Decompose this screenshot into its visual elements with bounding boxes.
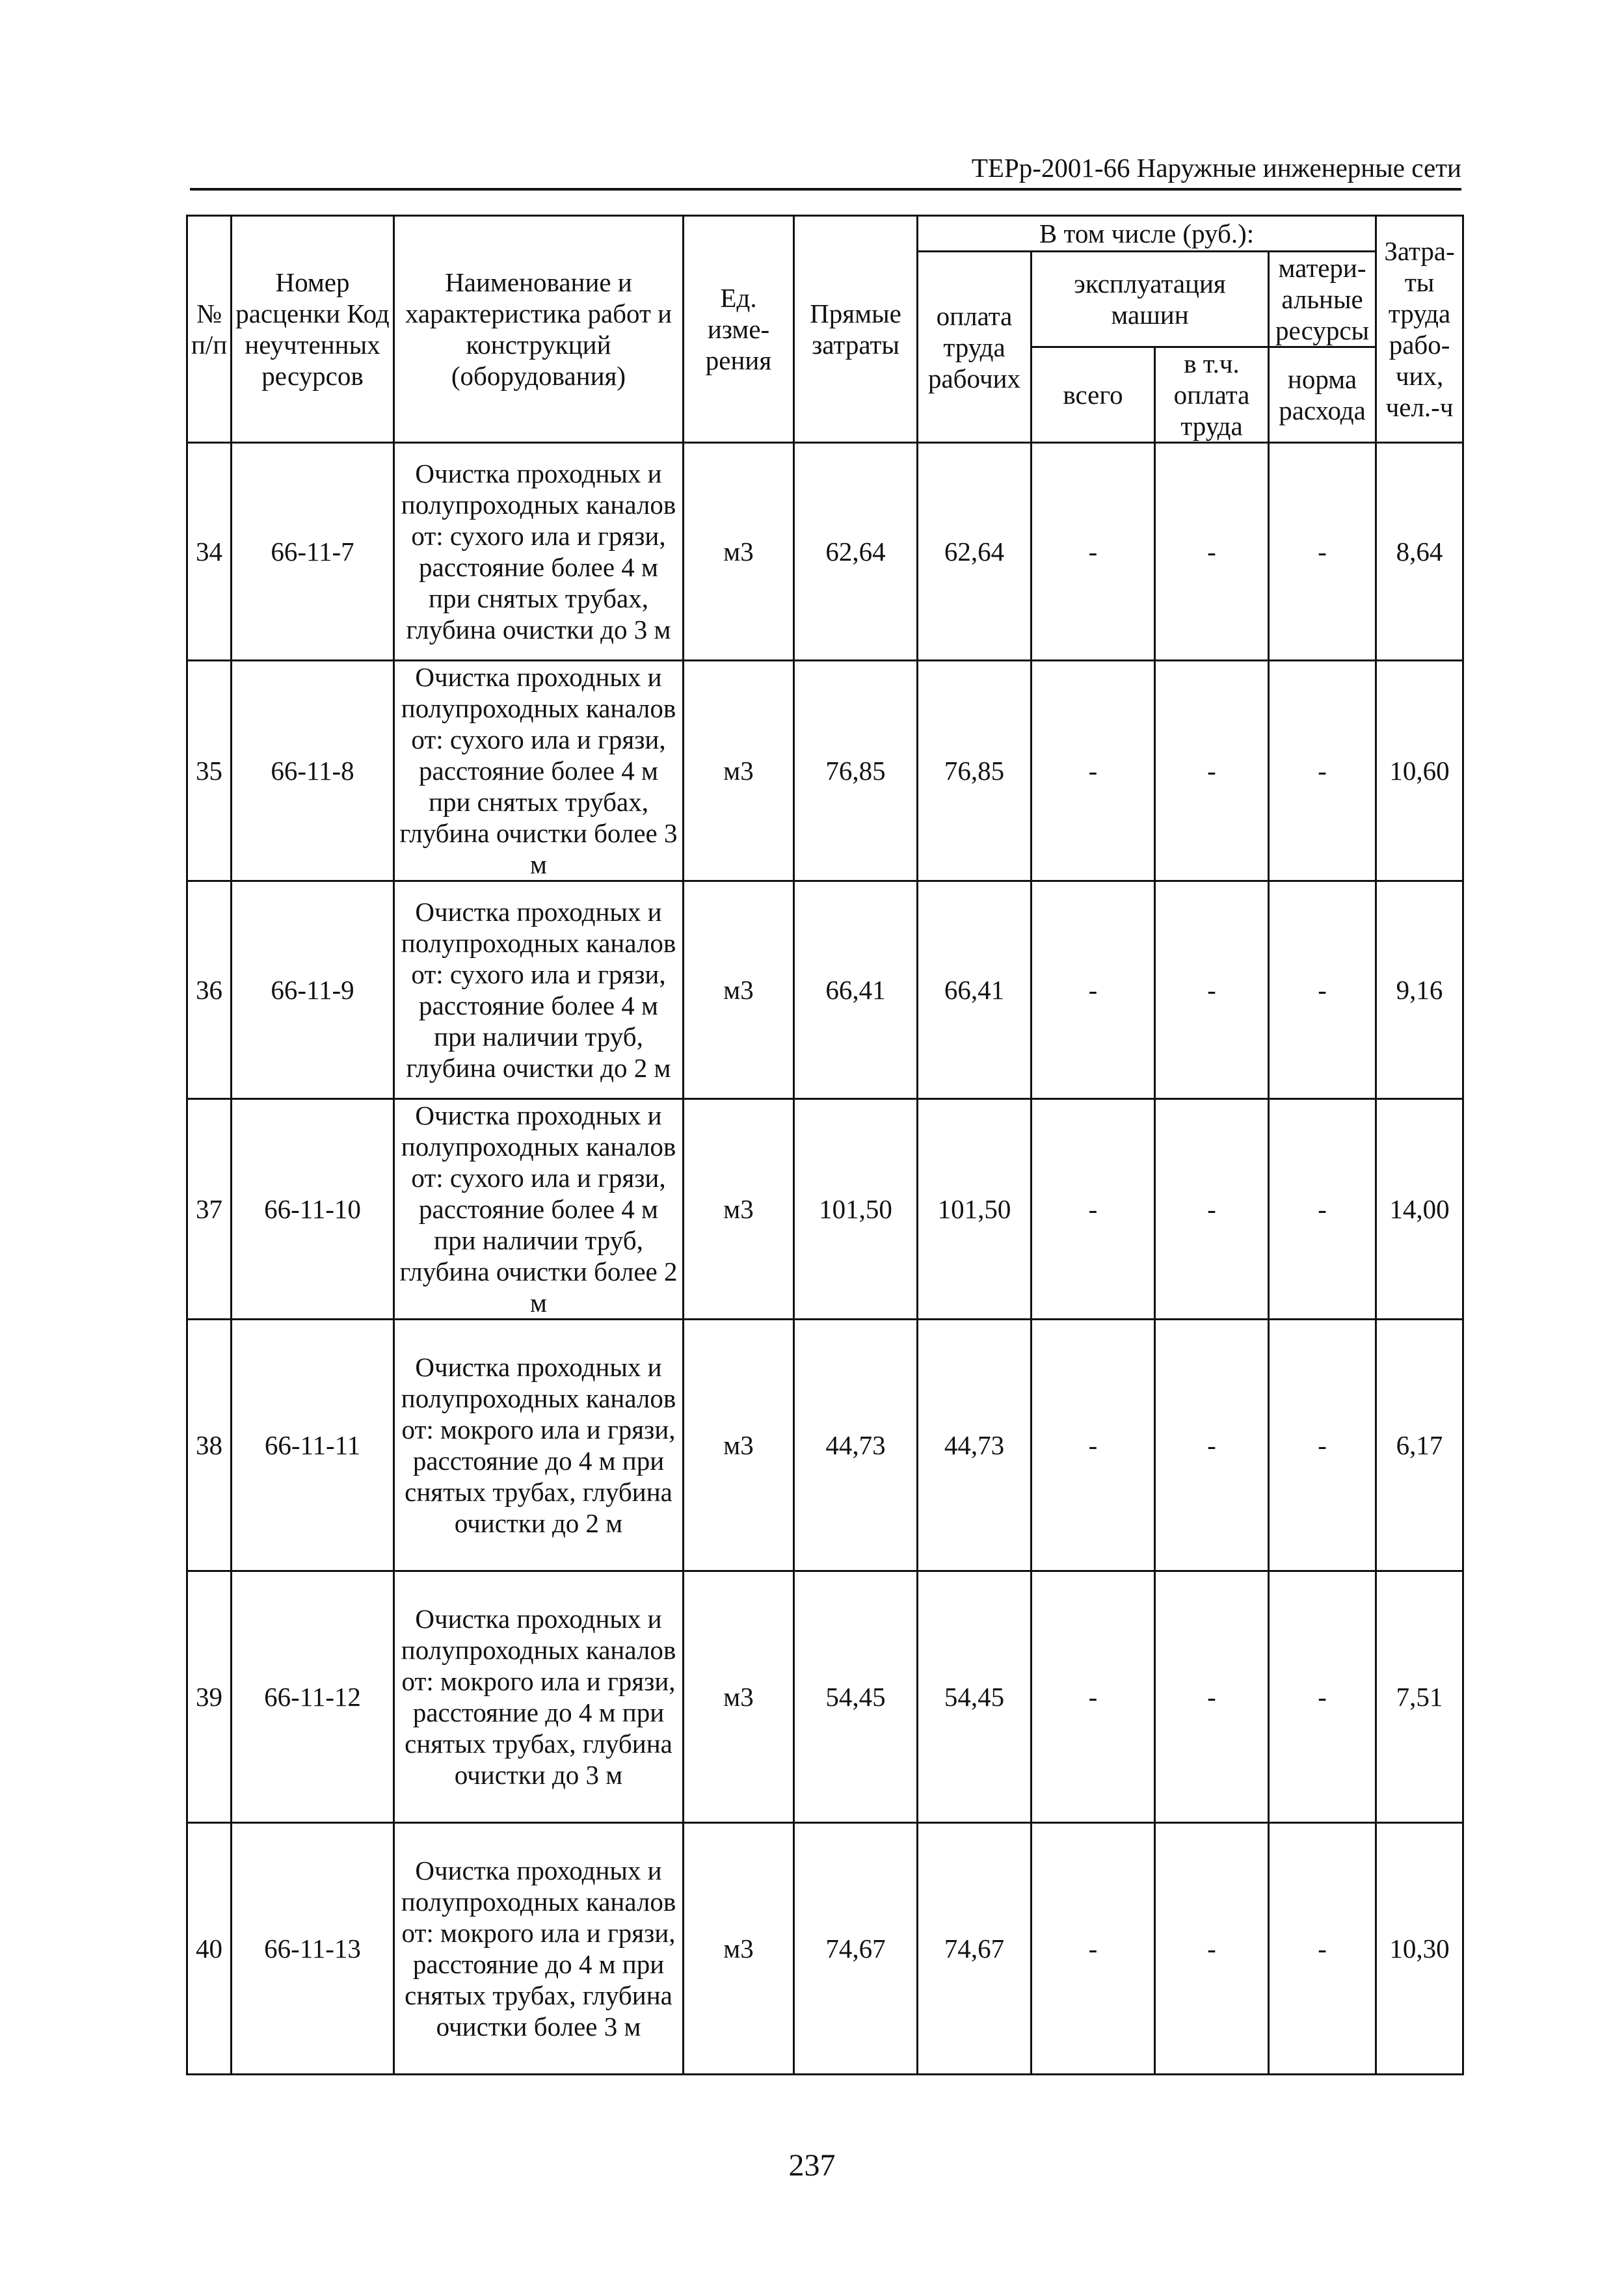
cell-wages: 76,85 — [918, 661, 1032, 881]
cell-unit: м3 — [684, 661, 794, 881]
col-header-machines-wages: в т.ч. оплата труда — [1155, 347, 1269, 443]
cell-machines-wages: - — [1155, 661, 1269, 881]
document-header-title: ТЕРр-2001-66 Наружные инженерные сети — [971, 153, 1461, 183]
cell-materials: - — [1269, 1571, 1376, 1823]
cell-materials: - — [1269, 1320, 1376, 1571]
cell-num: 40 — [187, 1823, 232, 2075]
cell-name: Очистка проходных и полупроходных каналов от: мокрого ила и грязи, расстояние до 4 м при снятых трубах, глубина очистки более 3 м — [394, 1823, 684, 2075]
cell-labor: 7,51 — [1376, 1571, 1463, 1823]
col-header-including: В том числе (руб.): — [918, 216, 1376, 252]
cell-machines-wages: - — [1155, 1571, 1269, 1823]
cell-unit: м3 — [684, 443, 794, 661]
cell-direct: 66,41 — [794, 881, 918, 1099]
cell-name: Очистка проходных и полупроходных каналов от: сухого ила и грязи, расстояние более 4 м при наличии труб, глубина очистки до 2 м — [394, 881, 684, 1099]
cell-wages: 74,67 — [918, 1823, 1032, 2075]
cell-machines-wages: - — [1155, 881, 1269, 1099]
col-header-machines-total: всего — [1032, 347, 1155, 443]
cell-labor: 8,64 — [1376, 443, 1463, 661]
cell-materials: - — [1269, 1823, 1376, 2075]
cell-code: 66-11-8 — [232, 661, 394, 881]
cell-materials: - — [1269, 1099, 1376, 1320]
col-header-materials-norm: норма расхода — [1269, 347, 1376, 443]
cell-num: 36 — [187, 881, 232, 1099]
cell-code: 66-11-10 — [232, 1099, 394, 1320]
cell-code: 66-11-7 — [232, 443, 394, 661]
cell-name: Очистка проходных и полупроходных каналов от: сухого ила и грязи, расстояние более 4 м при снятых трубах, глубина очистки более 3 м — [394, 661, 684, 881]
cell-num: 37 — [187, 1099, 232, 1320]
cell-labor: 6,17 — [1376, 1320, 1463, 1571]
cell-machines-total: - — [1032, 1099, 1155, 1320]
cell-machines-total: - — [1032, 1823, 1155, 2075]
col-header-materials: матери-альные ресурсы — [1269, 252, 1376, 347]
col-header-name: Наименование и характеристика работ и конструкций (оборудования) — [394, 216, 684, 443]
cell-labor: 14,00 — [1376, 1099, 1463, 1320]
col-header-code: Номер расценки Код неучтенных ресурсов — [232, 216, 394, 443]
header-divider — [190, 188, 1461, 191]
table-row — [187, 881, 1463, 1099]
cell-labor: 10,60 — [1376, 661, 1463, 881]
rates-table — [186, 215, 1464, 2075]
cell-labor: 10,30 — [1376, 1823, 1463, 2075]
cell-unit: м3 — [684, 1571, 794, 1823]
cell-direct: 54,45 — [794, 1571, 918, 1823]
col-header-direct: Прямые затраты — [794, 216, 918, 443]
col-header-labor: Затра-ты труда рабо-чих, чел.-ч — [1376, 216, 1463, 443]
table-row — [187, 1099, 1463, 1320]
cell-wages: 101,50 — [918, 1099, 1032, 1320]
cell-wages: 66,41 — [918, 881, 1032, 1099]
cell-machines-wages: - — [1155, 1320, 1269, 1571]
cell-direct: 44,73 — [794, 1320, 918, 1571]
cell-machines-wages: - — [1155, 443, 1269, 661]
cell-unit: м3 — [684, 881, 794, 1099]
cell-name: Очистка проходных и полупроходных каналов от: сухого ила и грязи, расстояние более 4 м при снятых трубах, глубина очистки до 3 м — [394, 443, 684, 661]
cell-direct: 62,64 — [794, 443, 918, 661]
cell-wages: 54,45 — [918, 1571, 1032, 1823]
cell-code: 66-11-11 — [232, 1320, 394, 1571]
table-header-row — [187, 216, 1463, 252]
cell-code: 66-11-13 — [232, 1823, 394, 2075]
cell-num: 34 — [187, 443, 232, 661]
cell-materials: - — [1269, 443, 1376, 661]
cell-machines-wages: - — [1155, 1823, 1269, 2075]
cell-unit: м3 — [684, 1099, 794, 1320]
cell-code: 66-11-12 — [232, 1571, 394, 1823]
cell-direct: 74,67 — [794, 1823, 918, 2075]
cell-materials: - — [1269, 661, 1376, 881]
cell-machines-total: - — [1032, 1320, 1155, 1571]
cell-direct: 76,85 — [794, 661, 918, 881]
cell-name: Очистка проходных и полупроходных каналов от: мокрого ила и грязи, расстояние до 4 м при снятых трубах, глубина очистки до 2 м — [394, 1320, 684, 1571]
cell-wages: 44,73 — [918, 1320, 1032, 1571]
table-row — [187, 1320, 1463, 1571]
cell-num: 35 — [187, 661, 232, 881]
cell-unit: м3 — [684, 1823, 794, 2075]
cell-machines-total: - — [1032, 661, 1155, 881]
col-header-unit: Ед. изме-рения — [684, 216, 794, 443]
table-row — [187, 1571, 1463, 1823]
cell-machines-total: - — [1032, 1571, 1155, 1823]
col-header-machines: эксплуатация машин — [1032, 252, 1269, 347]
cell-name: Очистка проходных и полупроходных каналов от: сухого ила и грязи, расстояние более 4 м при наличии труб, глубина очистки более 2 м — [394, 1099, 684, 1320]
cell-name: Очистка проходных и полупроходных каналов от: мокрого ила и грязи, расстояние до 4 м при снятых трубах, глубина очистки до 3 м — [394, 1571, 684, 1823]
cell-wages: 62,64 — [918, 443, 1032, 661]
table-row — [187, 443, 1463, 661]
col-header-wages: оплата труда рабочих — [918, 252, 1032, 443]
cell-materials: - — [1269, 881, 1376, 1099]
cell-unit: м3 — [684, 1320, 794, 1571]
cell-labor: 9,16 — [1376, 881, 1463, 1099]
cell-machines-wages: - — [1155, 1099, 1269, 1320]
cell-code: 66-11-9 — [232, 881, 394, 1099]
page-number: 237 — [788, 2148, 836, 2183]
table-row — [187, 661, 1463, 881]
col-header-num: № п/п — [187, 216, 232, 443]
cell-machines-total: - — [1032, 443, 1155, 661]
cell-num: 38 — [187, 1320, 232, 1571]
cell-num: 39 — [187, 1571, 232, 1823]
cell-machines-total: - — [1032, 881, 1155, 1099]
cell-direct: 101,50 — [794, 1099, 918, 1320]
table-row — [187, 1823, 1463, 2075]
